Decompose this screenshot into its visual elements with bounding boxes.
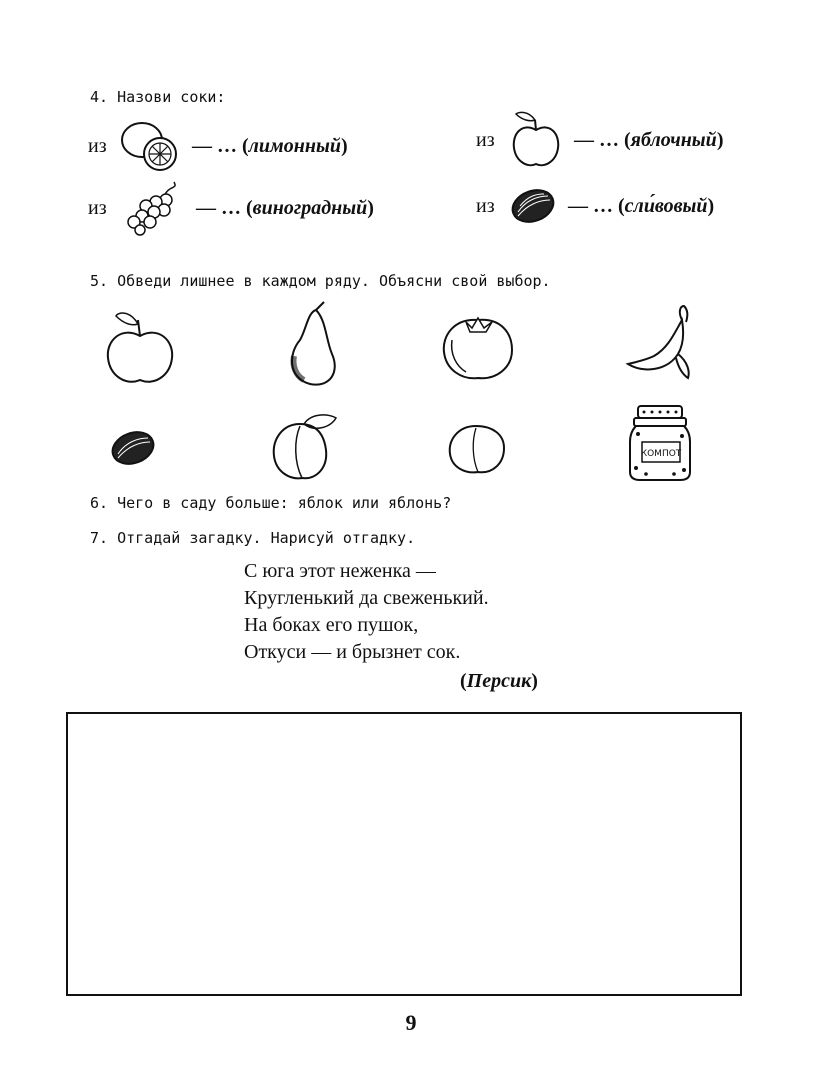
juice-answer-lemon: — … (лимонный) xyxy=(192,134,348,157)
task-6-heading: 6. Чего в саду больше: яблок или яблонь? xyxy=(90,494,452,512)
juice-answer-grapes: — … (виноградный) xyxy=(196,196,374,219)
grapes-icon xyxy=(120,178,186,238)
riddle-answer: (Персик) xyxy=(460,670,538,692)
juice-prefix: из xyxy=(88,196,107,219)
juice-row-plum xyxy=(476,186,714,226)
riddle-line: На боках его пушок, xyxy=(244,614,419,636)
riddle-line: Откуси — и брызнет сок. xyxy=(244,641,461,663)
apple-icon xyxy=(508,108,564,172)
riddle-line: С юга этот неженка — xyxy=(244,560,436,582)
juice-row-lemon xyxy=(88,118,348,174)
plum-icon xyxy=(508,186,558,226)
compote-jar-icon xyxy=(624,402,696,482)
apricot-icon xyxy=(446,420,508,476)
riddle-poem xyxy=(244,558,489,666)
lemon-icon xyxy=(120,118,182,174)
tomato-icon xyxy=(440,310,516,382)
task-4-heading: 4. Назови соки: xyxy=(90,88,226,106)
pear-icon xyxy=(280,300,344,388)
drawing-box[interactable] xyxy=(66,712,742,996)
juice-row-apple xyxy=(476,108,723,172)
banana-icon xyxy=(624,304,696,382)
riddle-line: Кругленький да свеженький. xyxy=(244,587,489,609)
juice-answer-plum: — … (сли́вовый) xyxy=(568,194,715,217)
jar-label: КОМПОТ xyxy=(640,449,682,459)
task-7-heading: 7. Отгадай загадку. Нарисуй отгадку. xyxy=(90,529,416,547)
juice-answer-apple: — … (яблочный) xyxy=(574,128,724,151)
task-5-heading: 5. Обведи лишнее в каждом ряду. Объясни свой выбор. xyxy=(90,272,551,290)
apple-icon xyxy=(102,306,178,386)
juice-prefix: из xyxy=(476,194,495,217)
juice-prefix: из xyxy=(476,128,495,151)
page-number: 9 xyxy=(405,1010,417,1035)
peach-icon xyxy=(270,410,340,482)
juice-row-grapes xyxy=(88,178,374,238)
juice-prefix: из xyxy=(88,134,107,157)
plum-icon xyxy=(108,428,158,468)
